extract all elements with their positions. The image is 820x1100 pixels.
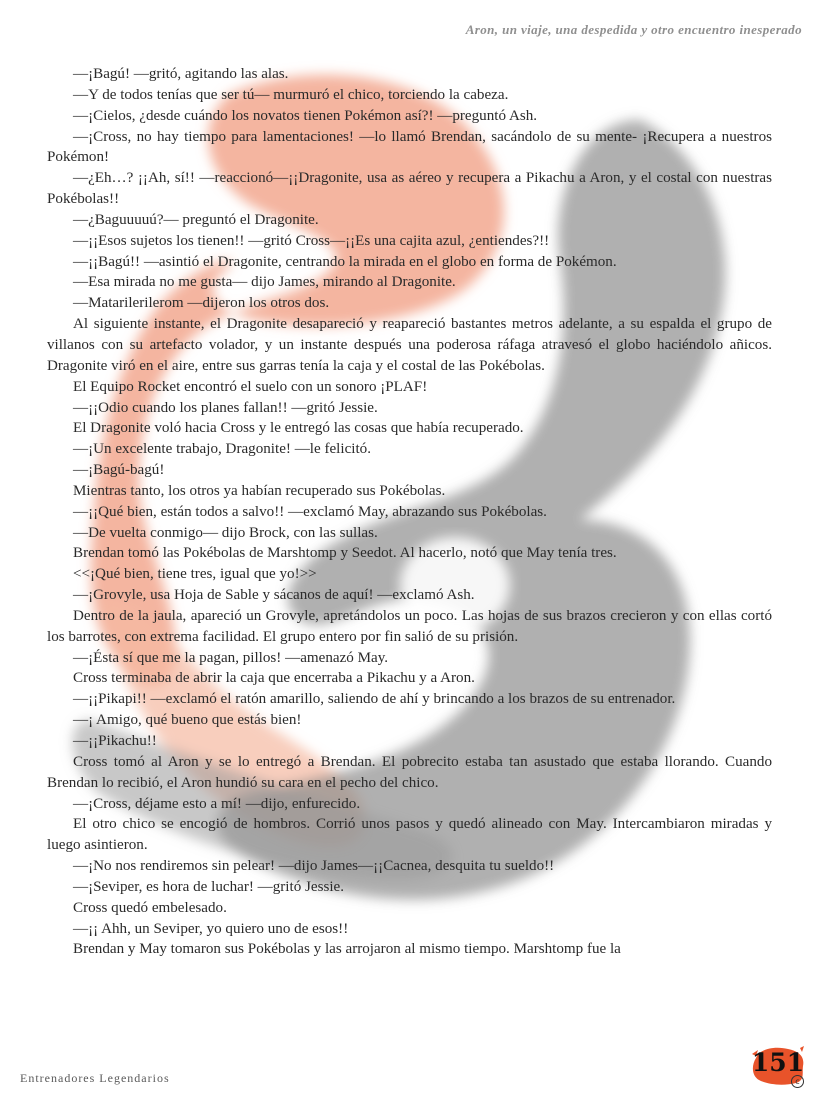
- paragraph: —¡Ésta sí que me la pagan, pillos! —amenazó May.: [73, 649, 389, 666]
- paragraph: Cross quedó embelesado.: [73, 899, 227, 916]
- paragraph: —¡ Amigo, qué bueno que estás bien!: [73, 712, 302, 729]
- paragraph: Dentro de la jaula, apareció un Grovyle, apretándolos un poco. Las hojas de sus brazos crecieron y con ellas cortó los barrotes, con extrema facilidad. El grupo entero por fin salió de su prisión.: [47, 607, 772, 645]
- paragraph: El Equipo Rocket encontró el suelo con un sonoro ¡PLAF!: [73, 378, 428, 395]
- paragraph: El Dragonite voló hacia Cross y le entregó las cosas que había recuperado.: [73, 420, 524, 437]
- paragraph: —¡Cielos, ¿desde cuándo los novatos tienen Pokémon así?! —preguntó Ash.: [73, 107, 538, 124]
- paragraph: —¡Un excelente trabajo, Dragonite! —le felicitó.: [73, 441, 371, 458]
- paragraph: —¡¡ Ahh, un Seviper, yo quiero uno de esos!!: [73, 920, 349, 937]
- paragraph: —¡Grovyle, usa Hoja de Sable y sácanos de aquí! —exclamó Ash.: [73, 587, 475, 604]
- story-body: [47, 64, 772, 960]
- paragraph: Brendan y May tomaron sus Pokébolas y las arrojaron al mismo tiempo. Marshtomp fue la: [73, 941, 621, 958]
- paragraph: —Matarilerilerom —dijeron los otros dos.: [73, 295, 330, 312]
- paragraph: —¿Eh…? ¡¡Ah, sí!! —reaccionó—¡¡Dragonite, usa as aéreo y recupera a Pikachu a Aron, y el costal con nuestras Pokébolas!!: [47, 170, 772, 208]
- running-header: Aron, un viaje, una despedida y otro encuentro inesperado: [465, 22, 802, 37]
- paragraph: —¡¡Bagú!! —asintió el Dragonite, centrando la mirada en el globo en forma de Pokémon.: [73, 253, 617, 270]
- paragraph: El otro chico se encogió de hombros. Corrió unos pasos y quedó alineado con May. Intercambiaron miradas y luego asintieron.: [47, 816, 772, 854]
- paragraph: —¡¡Pikachu!!: [73, 733, 157, 749]
- paragraph: —¡No nos rendiremos sin pelear! —dijo James—¡¡Cacnea, desquita tu sueldo!!: [73, 858, 555, 875]
- paragraph: —¡¡Esos sujetos los tienen!! —gritó Cross—¡¡Es una cajita azul, ¿entiendes?!!: [73, 232, 550, 249]
- paragraph: Cross tomó al Aron y se lo entregó a Brendan. El pobrecito estaba tan asustado que estaba llorando. Cuando Brendan lo recibió, el Aron hundió su cara en el pecho del chico.: [47, 753, 772, 791]
- paragraph: —¡Seviper, es hora de luchar! —gritó Jessie.: [73, 878, 345, 895]
- paragraph: —Y de todos tenías que ser tú— murmuró el chico, torciendo la cabeza.: [73, 86, 509, 103]
- paragraph: Cross terminaba de abrir la caja que encerraba a Pikachu y a Aron.: [73, 670, 475, 687]
- paragraph: —Esa mirada no me gusta— dijo James, mirando al Dragonite.: [73, 274, 456, 291]
- paragraph: Brendan tomó las Pokébolas de Marshtomp y Seedot. Al hacerlo, notó que May tenía tres.: [73, 545, 617, 562]
- page-number: 151: [751, 1048, 805, 1077]
- paragraph: —¡Bagú! —gritó, agitando las alas.: [73, 66, 289, 82]
- paragraph: Al siguiente instante, el Dragonite desapareció y reapareció bastantes metros adelante, a su espalda el grupo de villanos con su artefacto volador, y un instante después una poderosa ráfaga atravesó el globo haciéndolo añicos. Dragonite viró en el aire, entre sus garras tenía la caja y el costal de las Pokébolas.: [47, 316, 772, 374]
- paragraph: —De vuelta conmigo— dijo Brock, con las sullas.: [73, 524, 378, 541]
- paragraph: Mientras tanto, los otros ya habían recuperado sus Pokébolas.: [73, 482, 446, 499]
- paragraph: —¡Cross, déjame esto a mí! —dijo, enfurecido.: [73, 795, 361, 812]
- paragraph: <<¡Qué bien, tiene tres, igual que yo!>>: [73, 566, 317, 583]
- paragraph: —¿Baguuuuú?— preguntó el Dragonite.: [73, 211, 319, 228]
- book-title-footer: Entrenadores Legendarios: [20, 1071, 170, 1085]
- paragraph: —¡¡Qué bien, están todos a salvo!! —exclamó May, abrazando sus Pokébolas.: [73, 503, 547, 520]
- page-number-badge: [750, 1044, 806, 1086]
- paragraph: —¡Cross, no hay tiempo para lamentaciones! —lo llamó Brendan, sacándolo de su mente- ¡Recupera a nuestros Pokémon!: [47, 128, 772, 166]
- page-mark-circle: c: [791, 1075, 804, 1088]
- paragraph: —¡Bagú-bagú!: [73, 462, 165, 479]
- paragraph: —¡¡Odio cuando los planes fallan!! —gritó Jessie.: [73, 399, 378, 416]
- paragraph: —¡¡Pikapi!! —exclamó el ratón amarillo, saliendo de ahí y brincando a los brazos de su entrenador.: [73, 691, 676, 708]
